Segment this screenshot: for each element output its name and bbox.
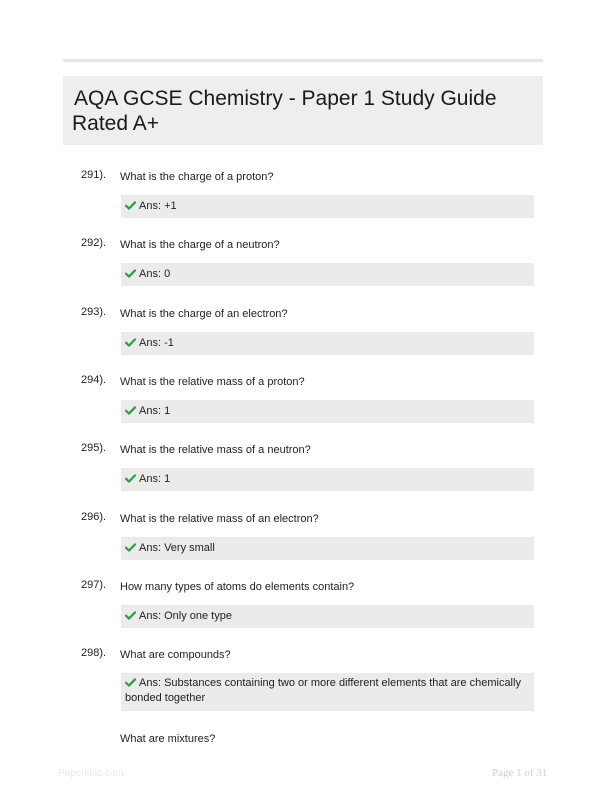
checkmark-icon	[125, 678, 136, 687]
answer-box	[121, 673, 534, 711]
checkmark-icon	[125, 474, 136, 483]
answer-prefix: Ans:	[139, 268, 162, 280]
question-text: What is the relative mass of a neutron?	[120, 444, 311, 456]
answer-text: +1	[164, 200, 177, 212]
question-number: 293).	[81, 306, 107, 318]
question-text: What are mixtures?	[120, 733, 216, 745]
answer-box	[121, 537, 534, 560]
checkmark-icon	[125, 543, 136, 552]
checkmark-icon	[125, 338, 136, 347]
answer-prefix: Ans:	[139, 200, 162, 212]
answer-prefix: Ans:	[139, 542, 162, 554]
page-title	[72, 86, 535, 136]
page-number: Page 1 of 31	[492, 767, 548, 779]
top-divider	[63, 59, 543, 62]
footer-watermark: Paperlibic.com	[58, 768, 124, 779]
question-text: What is the relative mass of a proton?	[120, 376, 305, 388]
answer-text: 1	[164, 473, 171, 485]
answer-prefix: Ans:	[139, 337, 162, 349]
checkmark-icon	[125, 201, 136, 210]
answer-box	[121, 263, 534, 286]
answer-text: Only one type	[164, 610, 232, 622]
question-number: 291).	[81, 169, 107, 181]
answer-box	[121, 332, 534, 355]
answer-text: Substances containing two or more different elements that are chemically bonded together	[125, 677, 521, 704]
answer-box	[121, 605, 534, 628]
checkmark-icon	[125, 406, 136, 415]
answer-text: 0	[164, 268, 171, 280]
answer-text: Very small	[164, 542, 215, 554]
question-number: 298).	[81, 647, 107, 659]
question-number: 295).	[81, 442, 107, 454]
answer-prefix: Ans:	[139, 677, 162, 689]
question-number: 296).	[81, 511, 107, 523]
question-text: What is the charge of an electron?	[120, 308, 288, 320]
answer-text: -1	[164, 337, 174, 349]
question-text: What is the charge of a neutron?	[120, 239, 280, 251]
answer-box	[121, 468, 534, 491]
answer-box	[121, 195, 534, 218]
question-text: What are compounds?	[120, 649, 231, 661]
answer-prefix: Ans:	[139, 473, 162, 485]
question-number: 294).	[81, 374, 107, 386]
title-line-1: AQA GCSE Chemistry - Paper 1 Study Guide	[74, 87, 497, 110]
checkmark-icon	[125, 611, 136, 620]
checkmark-icon	[125, 269, 136, 278]
question-number: 292).	[81, 237, 107, 249]
answer-prefix: Ans:	[139, 610, 162, 622]
answer-prefix: Ans:	[139, 405, 162, 417]
question-text: What is the charge of a proton?	[120, 171, 274, 183]
question-text: How many types of atoms do elements contain?	[120, 581, 355, 593]
question-text: What is the relative mass of an electron?	[120, 513, 319, 525]
title-line-2: Rated A+	[72, 112, 159, 135]
answer-text: 1	[164, 405, 171, 417]
question-number: 297).	[81, 579, 107, 591]
answer-box	[121, 400, 534, 423]
title-banner	[63, 76, 543, 145]
